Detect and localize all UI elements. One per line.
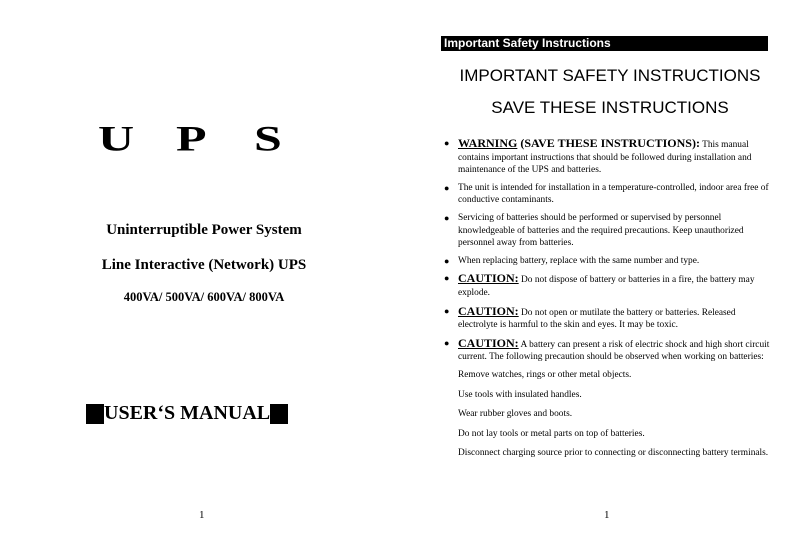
safety-instructions-list [444, 137, 770, 467]
list-item [444, 337, 770, 364]
item-text: Do not dispose of battery or batteries in a fire, the battery may explode. [458, 275, 755, 298]
precaution-item: Disconnect charging source prior to connecting or disconnecting battery terminals. [458, 448, 769, 459]
manual-title [86, 402, 288, 425]
item-text: The unit is intended for installation in a temperature-controlled, indoor area free of conductive contaminants. [458, 182, 769, 206]
list-item [444, 305, 770, 332]
caution-label: CAUTION: [458, 303, 519, 318]
brand-letter-p: P [176, 118, 207, 159]
bullet-icon: ● [444, 138, 450, 148]
bullet-icon: ● [444, 182, 450, 193]
product-capacities: 400VA/ 500VA/ 600VA/ 800VA [123, 290, 285, 304]
brand-letter-u: U [98, 118, 135, 159]
item-text: Servicing of batteries should be performed or supervised by personnel knowledgeable of batteries and the required precautions. Keep unauthorized personnel away from batteries. [458, 212, 744, 249]
warning-label-suffix: (SAVE THESE INSTRUCTIONS): [517, 136, 700, 150]
section-header-bar: Important Safety Instructions [441, 36, 768, 51]
list-item [444, 137, 770, 177]
black-block-right [270, 404, 288, 424]
list-item [444, 272, 770, 299]
warning-label: WARNING [458, 136, 518, 150]
item-text: This manual contains important instructions that should be followed during installation and maintenance of the UPS and batteries. [458, 140, 752, 176]
list-item [444, 255, 770, 268]
item-text: A battery can present a risk of electric shock and high short circuit current. The following precaution should be observed when working on batteries: [458, 339, 770, 363]
list-item [444, 212, 770, 250]
caution-label: CAUTION: [458, 335, 519, 350]
ups-logo-title [98, 118, 312, 158]
item-text: Do not open or mutilate the battery or batteries. Released electrolyte is harmful to the skin and eyes. It may be toxic. [458, 307, 736, 331]
bullet-icon: ● [444, 273, 450, 284]
heading-save-instructions: SAVE THESE INSTRUCTIONS [491, 98, 729, 117]
caution-label: CAUTION: [458, 271, 519, 286]
precaution-item: Remove watches, rings or other metal objects. [458, 369, 632, 380]
precaution-item: Do not lay tools or metal parts on top of batteries. [458, 428, 645, 439]
precaution-item: Wear rubber gloves and boots. [458, 409, 573, 420]
product-subtitle: Uninterruptible Power System [106, 222, 302, 238]
item-text: When replacing battery, replace with the same number and type. [458, 255, 700, 266]
brand-letter-s: S [254, 118, 282, 159]
manual-title-text: USER‘S MANUAL [104, 402, 271, 424]
black-block-left [86, 404, 104, 424]
bullet-icon: ● [444, 337, 450, 348]
bullet-icon: ● [444, 212, 450, 223]
page-number-right: 1 [604, 509, 610, 521]
bullet-icon: ● [444, 305, 450, 316]
precaution-item: Use tools with insulated handles. [458, 389, 582, 400]
product-model-type: Line Interactive (Network) UPS [101, 257, 307, 273]
page-number-left: 1 [199, 509, 205, 521]
heading-important-safety: IMPORTANT SAFETY INSTRUCTIONS [459, 66, 761, 85]
list-item [444, 182, 770, 207]
bullet-icon: ● [444, 255, 450, 266]
